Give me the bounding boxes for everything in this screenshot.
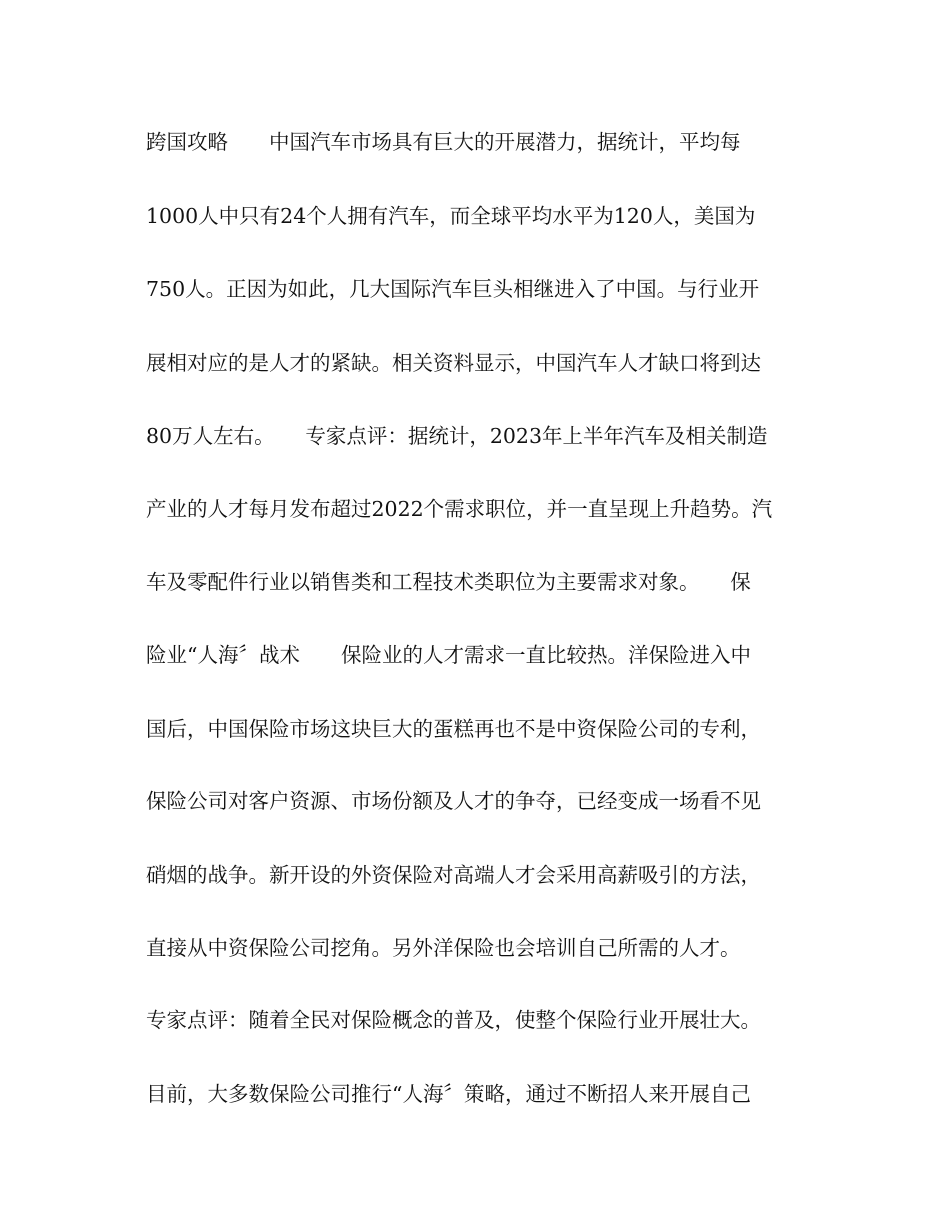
paragraph-line-9: 国后，中国保险市场这块巨大的蛋糕再也不是中资保险公司的专利， <box>146 717 761 741</box>
paragraph-line-7: 车及零配件行业以销售类和工程技术类职位为主要需求对象。 保 <box>146 570 751 594</box>
paragraph-line-12: 直接从中资保险公司挖角。另外洋保险也会培训自己所需的人才。 <box>146 936 741 960</box>
paragraph-line-5: 80万人左右。 专家点评：据统计，2023年上半年汽车及相关制造 <box>146 424 768 448</box>
paragraph-line-1: 跨国攻略 中国汽车市场具有巨大的开展潜力，据统计，平均每 <box>146 130 741 154</box>
paragraph-line-11: 硝烟的战争。新开设的外资保险对高端人才会采用高薪吸引的方法， <box>146 863 761 887</box>
paragraph-line-14: 目前，大多数保险公司推行“人海〞策略，通过不断招人来开展自己 <box>146 1082 751 1106</box>
paragraph-line-6: 产业的人才每月发布超过2022个需求职位，并一直呈现上升趋势。汽 <box>146 497 773 521</box>
paragraph-line-10: 保险公司对客户资源、市场份额及人才的争夺，已经变成一场看不见 <box>146 789 761 813</box>
paragraph-line-3: 750人。正因为如此，几大国际汽车巨头相继进入了中国。与行业开 <box>146 277 760 301</box>
paragraph-line-2: 1000人中只有24个人拥有汽车，而全球平均水平为120人，美国为 <box>146 204 756 228</box>
paragraph-line-13: 专家点评：随着全民对保险概念的普及，使整个保险行业开展壮大。 <box>146 1008 761 1032</box>
paragraph-line-8: 险业“人海〞战术 保险业的人才需求一直比较热。洋保险进入中 <box>146 643 751 667</box>
paragraph-line-4: 展相对应的是人才的紧缺。相关资料显示，中国汽车人才缺口将到达 <box>146 351 761 375</box>
